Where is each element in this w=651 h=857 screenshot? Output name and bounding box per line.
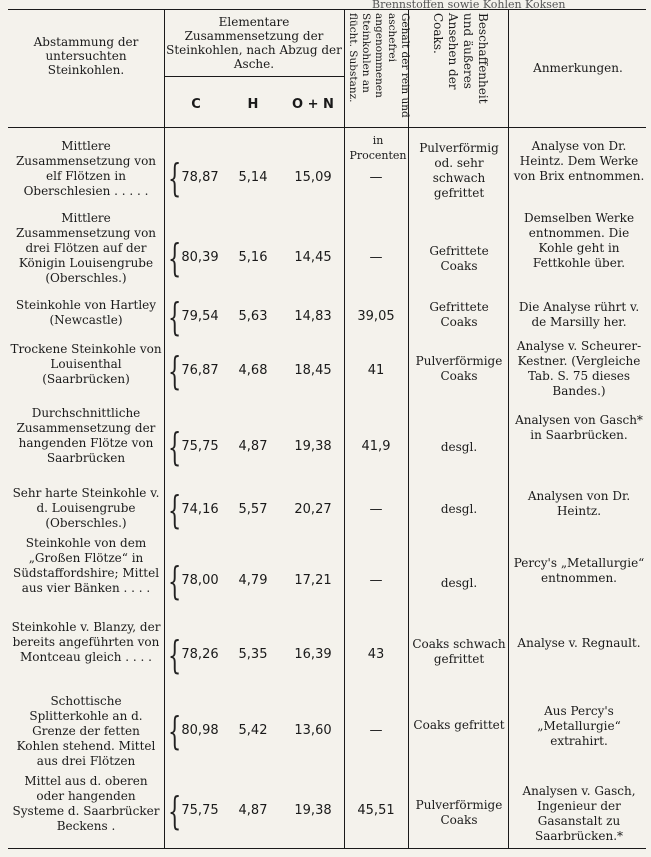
unit-label: in Procenten <box>349 134 407 162</box>
row-notes: Analyse v. Scheurer-Kestner. (Vergleiche Tab. S. 75 dieses Bandes.) <box>516 339 642 398</box>
row-c: 75,75 <box>181 803 219 818</box>
brace: { <box>168 488 182 532</box>
row-notes: Analyse von Dr. Heintz. Dem Werke von Brix entnommen. <box>513 139 645 183</box>
row-volatile: — <box>369 170 383 185</box>
row-notes: Analysen v. Gasch, Ingenieur der Gasanstalt zu Saarbrücken.* <box>522 784 636 843</box>
header-o-n: O + N <box>292 97 334 112</box>
row-volatile: — <box>369 502 383 517</box>
brace: { <box>168 559 182 603</box>
row-h: 4,87 <box>238 803 268 818</box>
row-h: 4,79 <box>238 573 268 588</box>
row-coke: desgl. <box>440 576 478 590</box>
row-volatile: — <box>369 250 383 265</box>
brace: { <box>168 236 182 280</box>
row-c: 78,00 <box>181 573 219 588</box>
col-rule-2 <box>344 9 345 849</box>
row-h: 5,63 <box>238 309 268 324</box>
row-coke: Pulverförmige Coaks <box>415 354 503 383</box>
header-h: H <box>247 97 259 112</box>
row-notes: Analyse v. Regnault. <box>517 636 641 650</box>
row-coke: desgl. <box>440 440 478 454</box>
row-origin: Mittel aus d. oberen oder hangenden Systeme d. Saarbrücker Beckens . <box>12 774 160 833</box>
col-rule-1 <box>164 9 165 849</box>
row-h: 5,14 <box>238 170 268 185</box>
row-volatile: 41,9 <box>361 439 391 454</box>
row-origin: Steinkohle von Hartley (Newcastle) <box>15 298 157 327</box>
brace: { <box>168 789 182 833</box>
row-volatile: 41 <box>367 363 385 378</box>
previous-page-bleed: Brennstoffen sowie Kohlen Koksen <box>372 0 566 11</box>
row-origin: Steinkohle v. Blanzy, der bereits angeführten von Montceau gleich . . . . <box>11 620 161 664</box>
row-c: 74,16 <box>181 502 219 517</box>
row-origin: Trockene Steinkohle von Louisenthal (Saarbrücken) <box>10 342 162 386</box>
table-bottom-rule <box>8 848 646 849</box>
row-o-n: 19,38 <box>294 803 332 818</box>
row-coke: Coaks schwach gefrittet <box>412 637 506 666</box>
row-c: 80,98 <box>181 723 219 738</box>
row-origin: Sehr harte Steinkohle v. d. Louisengrube (Oberschles.) <box>12 486 160 530</box>
row-notes: Demselben Werke entnommen. Die Kohle geht in Fettkohle über. <box>523 211 635 270</box>
row-origin: Mittlere Zusammensetzung von elf Flötzen in Oberschlesien . . . . . <box>15 139 157 198</box>
row-volatile: — <box>369 723 383 738</box>
row-h: 5,57 <box>238 502 268 517</box>
row-notes: Percy's „Metallurgie“ entnommen. <box>513 556 645 585</box>
header-volatile-text: Gehalt der rein und aschefrei angenommenen Steinkohlen an flücht. Substanz. <box>347 13 411 118</box>
row-c: 78,87 <box>181 170 219 185</box>
brace: { <box>168 709 182 753</box>
row-volatile: — <box>369 573 383 588</box>
row-coke: Gefrittete Coaks <box>429 300 489 329</box>
row-notes: Analysen von Gasch* in Saarbrücken. <box>515 413 643 442</box>
row-coke: Pulverförmige Coaks <box>415 798 503 827</box>
row-c: 80,39 <box>181 250 219 265</box>
row-coke: Gefrittete Coaks <box>429 244 489 273</box>
brace: { <box>168 156 182 200</box>
row-o-n: 19,38 <box>294 439 332 454</box>
row-origin: Steinkohle von dem „Großen Flötze“ in Südstaffordshire; Mittel aus vier Bänken . . . . <box>12 536 160 595</box>
row-h: 5,42 <box>238 723 268 738</box>
brace: { <box>168 349 182 393</box>
row-h: 4,87 <box>238 439 268 454</box>
row-notes: Analysen von Dr. Heintz. <box>527 489 631 518</box>
row-o-n: 14,45 <box>294 250 332 265</box>
row-o-n: 18,45 <box>294 363 332 378</box>
table-top-rule <box>8 9 646 10</box>
row-o-n: 13,60 <box>294 723 332 738</box>
row-origin: Durchschnittliche Zusammensetzung der hangenden Flötze von Saarbrücken <box>16 406 156 465</box>
row-coke: Coaks gefrittet <box>413 718 505 732</box>
header-coke-text: Beschaffenheit und äußeres Ansehen der Coaks. <box>431 13 490 104</box>
header-origin: Abstammung der untersuchten Steinkohlen. <box>33 35 139 77</box>
row-o-n: 16,39 <box>294 647 332 662</box>
row-o-n: 15,09 <box>294 170 332 185</box>
row-notes: Aus Percy's „Metallurgie“ extrahirt. <box>537 704 621 748</box>
row-notes: Die Analyse rührt v. de Marsilly her. <box>518 300 640 329</box>
row-o-n: 14,83 <box>294 309 332 324</box>
row-h: 4,68 <box>238 363 268 378</box>
header-volatile <box>346 13 411 125</box>
header-c: C <box>191 97 201 112</box>
brace: { <box>168 295 182 339</box>
row-c: 75,75 <box>181 439 219 454</box>
row-o-n: 17,21 <box>294 573 332 588</box>
row-origin: Mittlere Zusammensetzung von drei Flötzen auf der Königin Louisengrube (Oberschles.) <box>15 211 157 285</box>
row-h: 5,35 <box>238 647 268 662</box>
composition-subheader-rule <box>164 76 344 77</box>
header-composition: Elementare Zusammensetzung der Steinkohlen, nach Abzug der Asche. <box>166 15 342 71</box>
header-notes: Anmerkungen. <box>533 61 623 75</box>
header-bottom-rule <box>8 127 646 128</box>
row-volatile: 43 <box>367 647 385 662</box>
row-c: 79,54 <box>181 309 219 324</box>
row-c: 76,87 <box>181 363 219 378</box>
row-o-n: 20,27 <box>294 502 332 517</box>
brace: { <box>168 425 182 469</box>
col-rule-4 <box>508 9 509 849</box>
row-coke: desgl. <box>440 502 478 516</box>
row-origin: Schottische Splitterkohle an d. Grenze der fetten Kohlen stehend. Mittel aus drei Flötzen <box>16 694 156 768</box>
row-coke: Pulverförmig od. sehr schwach gefrittet <box>419 141 499 200</box>
row-volatile: 39,05 <box>357 309 395 324</box>
row-c: 78,26 <box>181 647 219 662</box>
coal-analysis-table <box>8 9 646 849</box>
row-h: 5,16 <box>238 250 268 265</box>
col-rule-3 <box>408 9 409 849</box>
brace: { <box>168 633 182 677</box>
header-coke <box>410 13 506 125</box>
row-volatile: 45,51 <box>357 803 395 818</box>
